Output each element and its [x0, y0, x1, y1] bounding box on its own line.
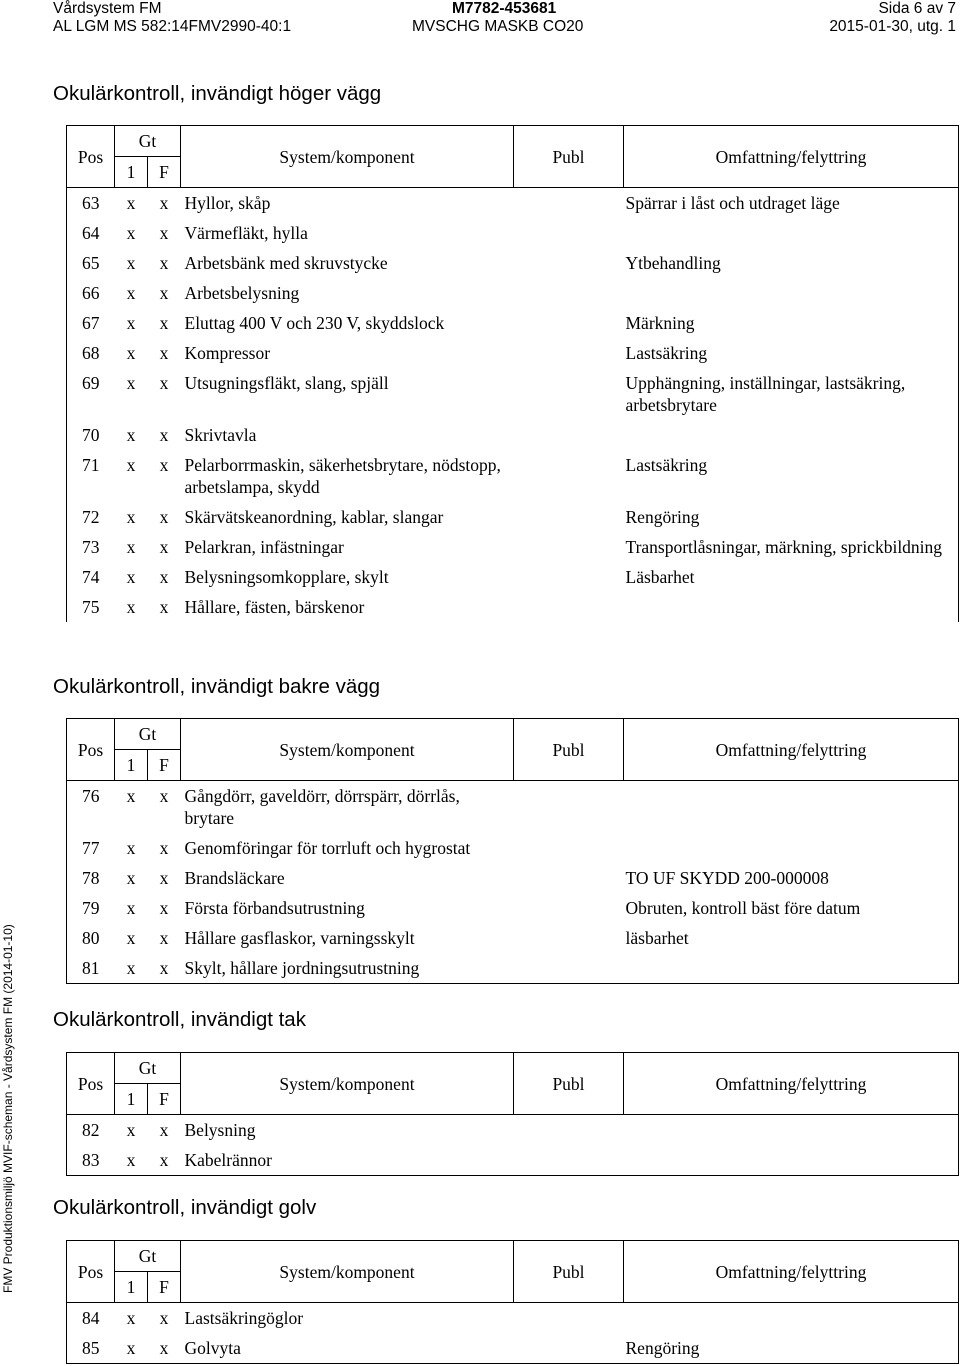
row-pos: 81 [67, 953, 115, 984]
row-gt-f: x [159, 786, 169, 806]
col-header-gt: Gt [115, 126, 181, 157]
row-system: Pelarkran, infästningar [184, 537, 344, 557]
col-header-gt: Gt [115, 1241, 181, 1272]
col-header-gt-1: 1 [115, 750, 148, 781]
table-row [67, 338, 959, 368]
table-row [67, 863, 959, 893]
row-publ [514, 308, 624, 338]
col-header-omfattning: Omfattning/felyttring [624, 1241, 959, 1303]
row-omfattning: Lastsäkring [624, 338, 959, 368]
row-gt-f: x [159, 313, 169, 333]
row-gt-1: x [126, 958, 136, 978]
row-publ [514, 923, 624, 953]
inspection-table [66, 1240, 959, 1364]
row-omfattning [624, 420, 959, 450]
row-pos: 76 [67, 781, 115, 834]
row-gt-1: x [126, 537, 136, 557]
row-omfattning: Läsbarhet [624, 562, 959, 592]
row-gt-1: x [126, 253, 136, 273]
row-gt-f: x [159, 425, 169, 445]
table-row [67, 953, 959, 984]
row-pos: 64 [67, 218, 115, 248]
row-publ [514, 781, 624, 834]
row-omfattning: Rengöring [624, 502, 959, 532]
row-pos: 79 [67, 893, 115, 923]
row-gt-1: x [126, 283, 136, 303]
row-system: Eluttag 400 V och 230 V, skyddslock [184, 313, 445, 333]
row-gt-1: x [126, 455, 136, 475]
row-system: Skrivtavla [184, 425, 257, 445]
row-gt-1: x [126, 373, 136, 393]
table-row [67, 450, 959, 502]
col-header-gt-1: 1 [115, 157, 148, 188]
col-header-gt-f: F [148, 1272, 181, 1303]
row-gt-1: x [126, 507, 136, 527]
col-header-publ: Publ [514, 1053, 624, 1115]
row-publ [514, 188, 624, 219]
inspection-table [66, 1052, 959, 1176]
row-publ [514, 562, 624, 592]
row-gt-1: x [126, 786, 136, 806]
table-row [67, 1145, 959, 1176]
row-publ [514, 338, 624, 368]
row-publ [514, 893, 624, 923]
col-header-gt: Gt [115, 719, 181, 750]
row-gt-f: x [159, 537, 169, 557]
row-gt-1: x [126, 928, 136, 948]
col-header-system: System/komponent [181, 719, 514, 781]
table-row [67, 1115, 959, 1146]
col-header-gt-f: F [148, 157, 181, 188]
col-header-gt-1: 1 [115, 1084, 148, 1115]
row-system: Pelarborrmaskin, säkerhetsbrytare, nödstopp, arbetslampa, skydd [184, 455, 501, 497]
row-system: Hållare gasflaskor, varningsskylt [184, 928, 415, 948]
row-pos: 72 [67, 502, 115, 532]
row-gt-1: x [126, 1120, 136, 1140]
table-row [67, 923, 959, 953]
section-title: Okulärkontroll, invändigt höger vägg [53, 82, 382, 105]
row-publ [514, 592, 624, 622]
row-gt-f: x [159, 507, 169, 527]
table-row [67, 248, 959, 278]
row-omfattning [624, 218, 959, 248]
row-system: Gångdörr, gaveldörr, dörrspärr, dörrlås, brytare [184, 786, 460, 828]
doc-subject: MVSCHG MASKB CO20 [412, 18, 584, 35]
row-gt-f: x [159, 223, 169, 243]
col-header-publ: Publ [514, 1241, 624, 1303]
row-pos: 80 [67, 923, 115, 953]
table-row [67, 893, 959, 923]
row-gt-f: x [159, 373, 169, 393]
row-gt-1: x [126, 1308, 136, 1328]
row-system: Belysning [184, 1120, 256, 1140]
row-gt-1: x [126, 868, 136, 888]
row-gt-f: x [159, 343, 169, 363]
table-row [67, 218, 959, 248]
date-info: 2015-01-30, utg. 1 [829, 18, 956, 35]
col-header-system: System/komponent [181, 1053, 514, 1115]
row-omfattning [624, 781, 959, 834]
row-gt-1: x [126, 425, 136, 445]
row-gt-f: x [159, 1308, 169, 1328]
row-omfattning: Spärrar i låst och utdraget läge [624, 188, 959, 219]
table-row [67, 833, 959, 863]
row-system: Arbetsbänk med skruvstycke [184, 253, 388, 273]
inspection-table [66, 125, 959, 622]
table-row [67, 1303, 959, 1334]
col-header-pos: Pos [67, 1053, 115, 1115]
col-header-publ: Publ [514, 126, 624, 188]
col-header-omfattning: Omfattning/felyttring [624, 719, 959, 781]
row-gt-1: x [126, 567, 136, 587]
side-footer-text: FMV Produktionsmiljö MVIF-scheman - Vårdsystem FM (2014-01-10) [1, 924, 15, 1293]
row-omfattning: Transportlåsningar, märkning, sprickbildning [624, 532, 959, 562]
row-pos: 67 [67, 308, 115, 338]
row-pos: 85 [67, 1333, 115, 1364]
row-gt-f: x [159, 1120, 169, 1140]
doc-number: M7782-453681 [452, 0, 557, 17]
row-system: Brandsläckare [184, 868, 285, 888]
row-system: Första förbandsutrustning [184, 898, 365, 918]
table-row [67, 1333, 959, 1364]
row-pos: 77 [67, 833, 115, 863]
row-publ [514, 1115, 624, 1146]
row-gt-f: x [159, 253, 169, 273]
row-pos: 66 [67, 278, 115, 308]
row-omfattning: Märkning [624, 308, 959, 338]
row-publ [514, 863, 624, 893]
row-gt-1: x [126, 1338, 136, 1358]
table-row [67, 368, 959, 420]
row-system: Genomföringar för torrluft och hygrostat [184, 838, 471, 858]
table-row [67, 188, 959, 219]
row-publ [514, 420, 624, 450]
row-gt-1: x [126, 1150, 136, 1170]
row-gt-1: x [126, 193, 136, 213]
row-gt-1: x [126, 898, 136, 918]
row-pos: 84 [67, 1303, 115, 1334]
row-omfattning [624, 953, 959, 984]
row-gt-f: x [159, 567, 169, 587]
row-gt-1: x [126, 838, 136, 858]
col-header-gt-f: F [148, 750, 181, 781]
col-header-system: System/komponent [181, 1241, 514, 1303]
row-publ [514, 278, 624, 308]
row-publ [514, 1303, 624, 1334]
row-gt-f: x [159, 455, 169, 475]
col-header-gt-f: F [148, 1084, 181, 1115]
row-omfattning [624, 1303, 959, 1334]
row-gt-f: x [159, 1338, 169, 1358]
row-system: Golvyta [184, 1338, 241, 1358]
row-publ [514, 368, 624, 420]
row-omfattning [624, 1115, 959, 1146]
table-row [67, 420, 959, 450]
doc-title: Vårdsystem FM [53, 0, 162, 17]
row-pos: 74 [67, 562, 115, 592]
row-gt-f: x [159, 193, 169, 213]
row-gt-f: x [159, 597, 169, 617]
row-system: Belysningsomkopplare, skylt [184, 567, 389, 587]
row-omfattning: TO UF SKYDD 200-000008 [624, 863, 959, 893]
row-pos: 73 [67, 532, 115, 562]
row-system: Kabelrännor [184, 1150, 272, 1170]
row-pos: 63 [67, 188, 115, 219]
inspection-table [66, 718, 959, 984]
table-row [67, 592, 959, 622]
row-gt-f: x [159, 898, 169, 918]
table-row [67, 308, 959, 338]
row-omfattning: Upphängning, inställningar, lastsäkring, arbetsbrytare [624, 368, 959, 420]
col-header-omfattning: Omfattning/felyttring [624, 126, 959, 188]
row-omfattning [624, 1145, 959, 1176]
row-omfattning: Rengöring [624, 1333, 959, 1364]
col-header-gt: Gt [115, 1053, 181, 1084]
row-system: Kompressor [184, 343, 271, 363]
row-publ [514, 450, 624, 502]
row-system: Utsugningsfläkt, slang, spjäll [184, 373, 389, 393]
section-title: Okulärkontroll, invändigt bakre vägg [53, 675, 381, 698]
row-gt-1: x [126, 223, 136, 243]
row-publ [514, 1145, 624, 1176]
row-omfattning: Lastsäkring [624, 450, 959, 502]
table-row [67, 562, 959, 592]
table-row [67, 781, 959, 834]
col-header-system: System/komponent [181, 126, 514, 188]
row-omfattning: Ytbehandling [624, 248, 959, 278]
section-title: Okulärkontroll, invändigt golv [53, 1196, 317, 1219]
row-system: Skärvätskeanordning, kablar, slangar [184, 507, 444, 527]
row-pos: 68 [67, 338, 115, 368]
row-gt-f: x [159, 283, 169, 303]
page-info: Sida 6 av 7 [878, 0, 956, 17]
row-pos: 78 [67, 863, 115, 893]
row-omfattning: läsbarhet [624, 923, 959, 953]
row-system: Hållare, fästen, bärskenor [184, 597, 365, 617]
row-pos: 83 [67, 1145, 115, 1176]
col-header-pos: Pos [67, 719, 115, 781]
col-header-pos: Pos [67, 1241, 115, 1303]
row-pos: 69 [67, 368, 115, 420]
row-gt-1: x [126, 343, 136, 363]
row-publ [514, 1333, 624, 1364]
row-gt-f: x [159, 838, 169, 858]
row-publ [514, 218, 624, 248]
row-omfattning [624, 833, 959, 863]
row-gt-f: x [159, 1150, 169, 1170]
row-pos: 71 [67, 450, 115, 502]
row-publ [514, 833, 624, 863]
row-gt-1: x [126, 597, 136, 617]
doc-code: AL LGM MS 582:14FMV2990-40:1 [53, 18, 292, 35]
row-publ [514, 248, 624, 278]
row-gt-1: x [126, 313, 136, 333]
row-system: Värmefläkt, hylla [184, 223, 308, 243]
row-omfattning [624, 278, 959, 308]
row-publ [514, 502, 624, 532]
row-publ [514, 953, 624, 984]
row-publ [514, 532, 624, 562]
col-header-omfattning: Omfattning/felyttring [624, 1053, 959, 1115]
col-header-gt-1: 1 [115, 1272, 148, 1303]
table-row [67, 532, 959, 562]
table-row [67, 502, 959, 532]
col-header-publ: Publ [514, 719, 624, 781]
section-title: Okulärkontroll, invändigt tak [53, 1008, 306, 1031]
row-gt-f: x [159, 868, 169, 888]
row-gt-f: x [159, 928, 169, 948]
row-pos: 82 [67, 1115, 115, 1146]
row-gt-f: x [159, 958, 169, 978]
row-system: Arbetsbelysning [184, 283, 300, 303]
col-header-pos: Pos [67, 126, 115, 188]
row-omfattning: Obruten, kontroll bäst före datum [624, 893, 959, 923]
row-omfattning [624, 592, 959, 622]
row-system: Lastsäkringöglor [184, 1308, 304, 1328]
row-pos: 65 [67, 248, 115, 278]
row-pos: 75 [67, 592, 115, 622]
row-pos: 70 [67, 420, 115, 450]
row-system: Hyllor, skåp [184, 193, 271, 213]
table-row [67, 278, 959, 308]
row-system: Skylt, hållare jordningsutrustning [184, 958, 420, 978]
